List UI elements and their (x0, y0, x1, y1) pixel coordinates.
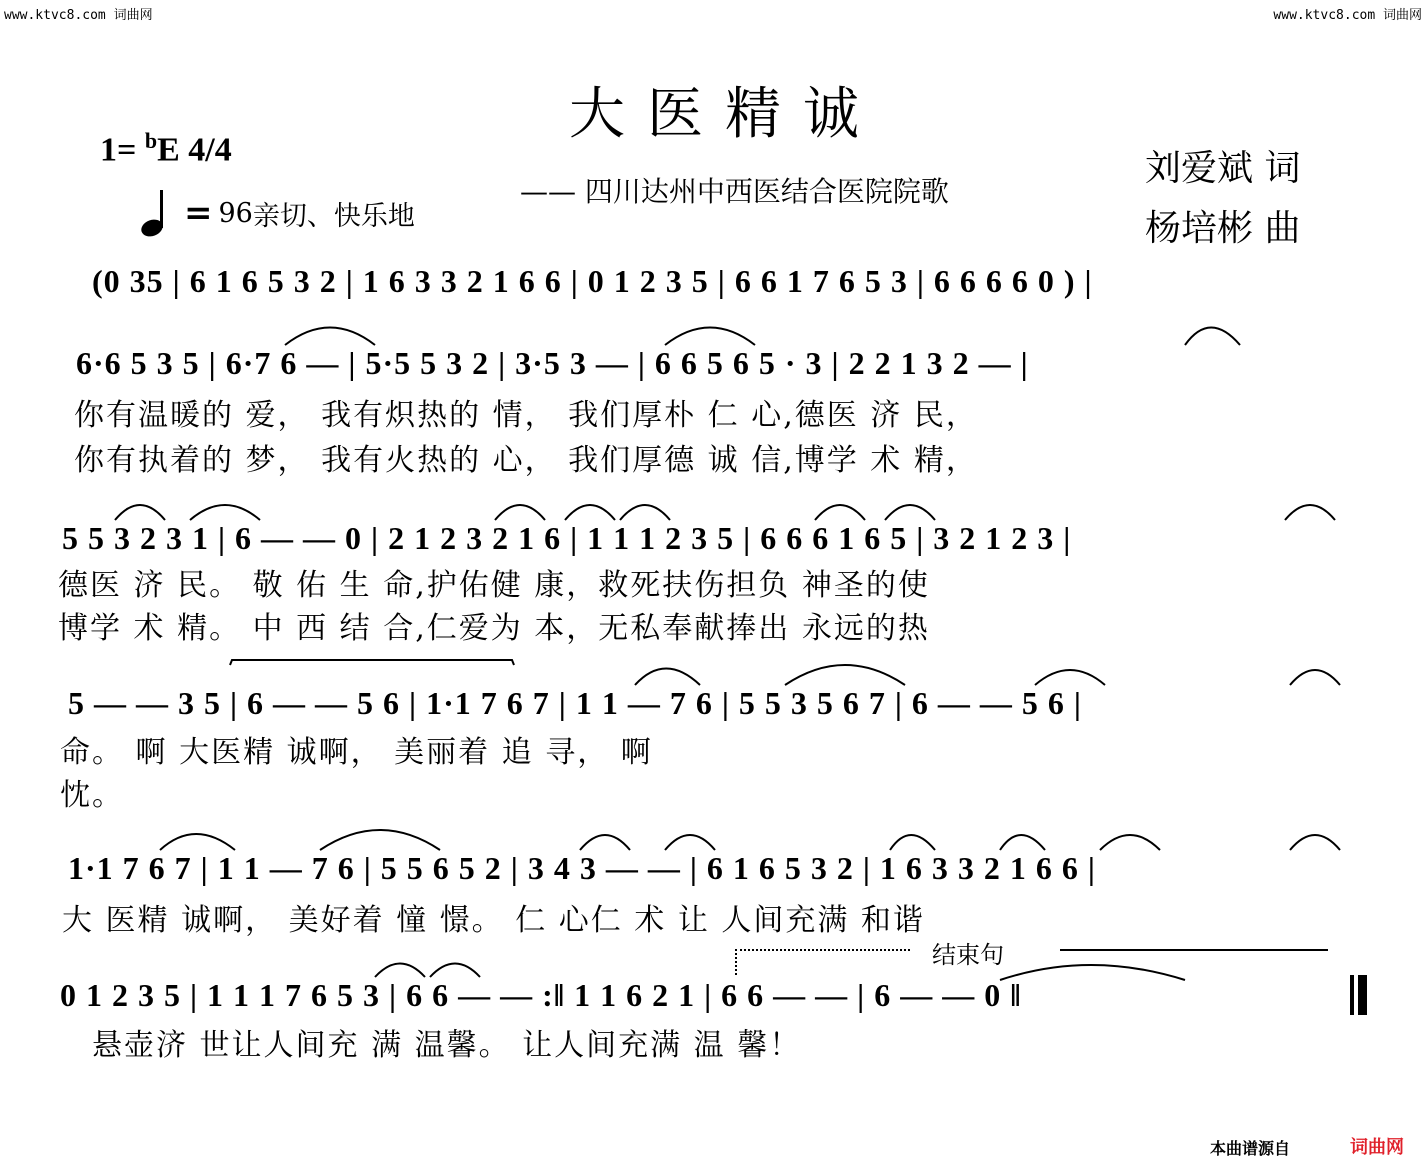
slur (635, 669, 700, 686)
slur (565, 505, 615, 520)
score-line-3: 5 5 3 2 3 1 | 6 — — 0 | 2 1 2 3 2 1 6 | 1 1 1 2 3 5 | 6 6 6 1 6 5 | 3 2 1 2 3 | (62, 520, 1072, 556)
lyrics-line-5: 大 医精 诚啊， 美好着 憧 憬。 仁 心仁 术 让 人间充满 和谐 (62, 903, 925, 938)
slur (1100, 835, 1160, 850)
slur (885, 505, 935, 520)
slur (1000, 835, 1045, 850)
slur (785, 665, 905, 685)
slur (190, 505, 260, 520)
ending-label: 结束句 (932, 941, 1004, 969)
lyricist-credit: 刘爱斌 词 (1145, 148, 1301, 189)
slur (1185, 328, 1240, 346)
slur (430, 964, 480, 978)
score-line-2: 6·6 5 3 5 | 6·7 6 — | 5·5 5 3 2 | 3·5 3 — | 6 6 5 6 5 · 3 | 2 2 1 3 2 — | (76, 345, 1029, 381)
score-line-4: 5 — — 3 5 | 6 — — 5 6 | 1·1 7 6 7 | 1 1 — 7 6 | 5 5 3 5 6 7 | 6 — — 5 6 | (68, 685, 1082, 721)
flat-sign: b (144, 128, 158, 153)
slur (285, 328, 375, 346)
tempo-value: 96 (218, 197, 253, 229)
slur (580, 835, 630, 850)
tempo-mood: 亲切、快乐地 (252, 200, 415, 232)
slur (230, 660, 514, 665)
slur (1290, 670, 1340, 685)
slur (115, 505, 165, 520)
score-line-5: 1·1 7 6 7 | 1 1 — 7 6 | 5 5 6 5 2 | 3 4 3 — — | 6 1 6 5 3 2 | 1 6 3 3 2 1 6 6 | (68, 850, 1096, 886)
slur (665, 835, 715, 850)
slur (890, 835, 935, 850)
score-line-6: 0 1 2 3 5 | 1 1 1 7 6 5 3 | 6 6 — — :‖ 1 1 6 2 1 | 6 6 — — | 6 — — 0 ‖ (60, 977, 1022, 1013)
source-label: 本曲谱源自 (1210, 1139, 1291, 1158)
slur (320, 830, 440, 850)
song-title: 大医精诚 (569, 82, 881, 147)
lyrics-line-2-verse-1: 你有温暖的 爱， 我有炽热的 情， 我们厚朴 仁 心,德医 济 民， (74, 398, 978, 433)
key-prefix: 1= (100, 131, 145, 169)
end-barline (1350, 975, 1354, 1015)
slur (665, 328, 755, 346)
site-logo: 词曲网 (1350, 1137, 1404, 1158)
lyrics-line-2-verse-2: 你有执着的 梦， 我有火热的 心， 我们厚德 诚 信,博学 术 精， (74, 443, 978, 478)
watermark-left: www.ktvc8.com 词曲网 (4, 8, 153, 23)
end-barline-thick (1358, 975, 1367, 1015)
slur (1035, 670, 1105, 685)
composer-credit: 杨培彬 曲 (1145, 208, 1301, 249)
lyrics-line-4-verse-2: 忱。 (60, 778, 124, 813)
slur (160, 834, 235, 850)
tempo-equals: = (184, 193, 213, 233)
slur (375, 964, 425, 978)
slur (1290, 835, 1340, 850)
key-rest: E 4/4 (157, 131, 232, 169)
slur (815, 505, 865, 520)
slur (1285, 505, 1335, 520)
lyrics-line-4-verse-1: 命。 啊 大医精 诚啊， 美丽着 追 寻， 啊 (60, 735, 653, 770)
slur (495, 505, 545, 520)
watermark-right: www.ktvc8.com 词曲网 (1273, 8, 1422, 23)
lyrics-line-3-verse-1: 德医 济 民。 敬 佑 生 命,护佑健 康，救死扶伤担负 神圣的使 (58, 568, 930, 603)
slur (620, 505, 670, 520)
song-subtitle: —— 四川达州中西医结合医院院歌 (520, 175, 949, 208)
lyrics-line-6: 悬壶济 世让人间充 满 温馨。 让人间充满 温 馨！ (92, 1028, 802, 1063)
lyrics-line-3-verse-2: 博学 术 精。 中 西 结 合,仁爱为 本，无私奉献捧出 永远的热 (58, 611, 930, 646)
score-line-1: (0 35 | 6 1 6 5 3 2 | 1 6 3 3 2 1 6 6 | 0 1 2 3 5 | 6 6 1 7 6 5 3 | 6 6 6 6 0 ) | (92, 263, 1093, 299)
slur (1000, 965, 1185, 980)
